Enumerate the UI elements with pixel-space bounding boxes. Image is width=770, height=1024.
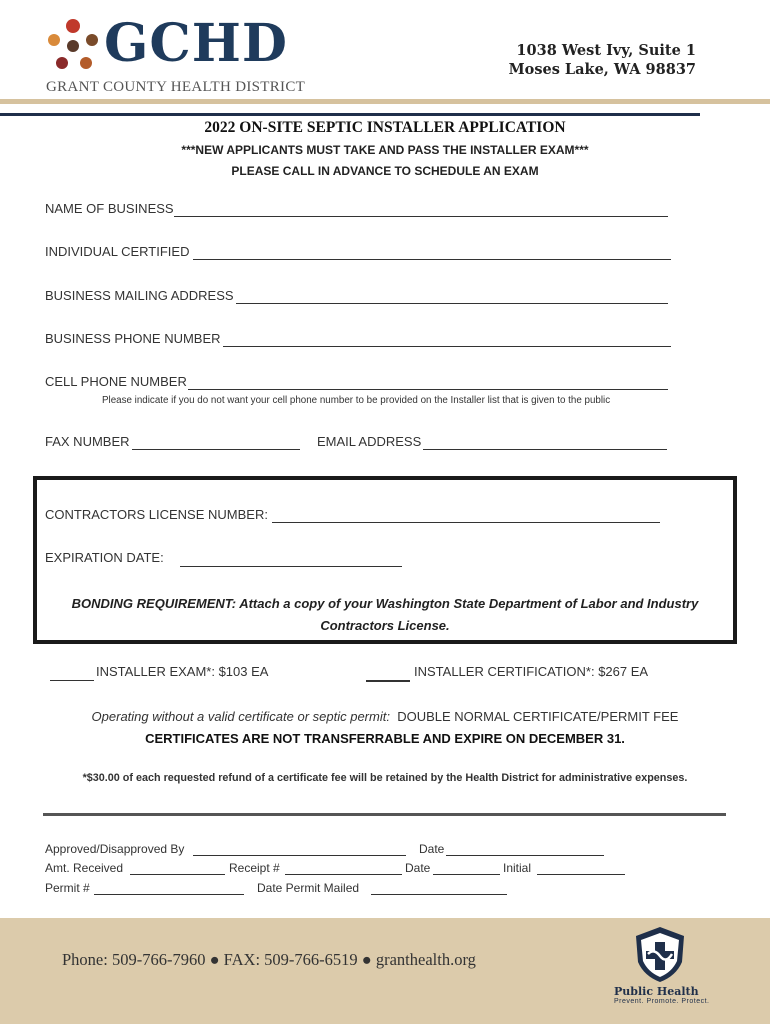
cell-phone-label: CELL PHONE NUMBER xyxy=(45,374,187,389)
business-name-line[interactable] xyxy=(174,216,668,217)
date-label: Date xyxy=(419,842,445,856)
approved-line[interactable] xyxy=(193,855,406,856)
address-line2: Moses Lake, WA 98837 xyxy=(508,61,696,78)
subtitle-exam: ***NEW APPLICANTS MUST TAKE AND PASS THE INSTALLER EXAM*** xyxy=(181,143,589,157)
footer-contact: Phone: 509-766-7960 ● FAX: 509-766-6519 ● granthealth.org xyxy=(62,950,476,969)
individual-certified-line[interactable] xyxy=(193,259,671,260)
initial-label: Initial xyxy=(503,861,532,875)
operating-warning-italic: Operating without a valid certificate or septic permit: xyxy=(91,709,390,724)
mailing-address-line[interactable] xyxy=(236,303,668,304)
subtitle-call: PLEASE CALL IN ADVANCE TO SCHEDULE AN EXAM xyxy=(231,164,539,178)
public-health-shield-icon xyxy=(630,924,690,984)
bonding-requirement: BONDING REQUIREMENT: Attach a copy of your Washington State Department of Labor and Industry Contractors License. xyxy=(71,596,699,633)
public-health-tagline: Prevent. Promote. Protect. xyxy=(614,998,710,1005)
date-mailed-line[interactable] xyxy=(371,894,507,895)
organization-name: GRANT COUNTY HEALTH DISTRICT xyxy=(46,79,306,95)
cell-phone-note: Please indicate if you do not want your cell phone number to be provided on the Installer list that is given to the public xyxy=(102,395,611,406)
business-phone-line[interactable] xyxy=(223,346,671,347)
date-mailed-label: Date Permit Mailed xyxy=(257,881,360,895)
license-number-line[interactable] xyxy=(272,522,660,523)
address-line1: 1038 West Ivy, Suite 1 xyxy=(516,42,696,59)
email-label: EMAIL ADDRESS xyxy=(317,434,422,449)
fax-label: FAX NUMBER xyxy=(45,434,130,449)
individual-certified-label: INDIVIDUAL CERTIFIED xyxy=(45,244,190,259)
expiration-line[interactable] xyxy=(180,566,402,567)
form-title: 2022 ON-SITE SEPTIC INSTALLER APPLICATION xyxy=(204,119,566,136)
refund-note: *$30.00 of each requested refund of a certificate fee will be retained by the Health District for administrative expenses. xyxy=(82,772,688,784)
receipt-label: Receipt # xyxy=(229,861,280,875)
amt-received-label: Amt. Received xyxy=(45,861,124,875)
business-phone-label: BUSINESS PHONE NUMBER xyxy=(45,331,221,346)
certificates-note: CERTIFICATES ARE NOT TRANSFERRABLE AND EXPIRE ON DECEMBER 31. xyxy=(145,731,625,746)
operating-warning-fee: DOUBLE NORMAL CERTIFICATE/PERMIT FEE xyxy=(397,709,679,724)
cell-phone-line[interactable] xyxy=(188,389,668,390)
business-name-label: NAME OF BUSINESS xyxy=(45,201,174,216)
gchd-logo-icon xyxy=(44,16,102,74)
fax-line[interactable] xyxy=(132,449,300,450)
public-health-title: Public Health xyxy=(614,985,699,998)
header-rule-navy xyxy=(0,113,700,116)
email-line[interactable] xyxy=(423,449,667,450)
amt-received-line[interactable] xyxy=(130,874,225,875)
expiration-label: EXPIRATION DATE: xyxy=(45,550,164,565)
receipt-line[interactable] xyxy=(285,874,402,875)
date-line[interactable] xyxy=(446,855,604,856)
installer-exam-fee: INSTALLER EXAM*: $103 EA xyxy=(96,664,269,679)
installer-certification-fee: INSTALLER CERTIFICATION*: $267 EA xyxy=(414,664,649,679)
license-number-label: CONTRACTORS LICENSE NUMBER: xyxy=(45,507,268,522)
operating-warning xyxy=(0,709,770,724)
date2-label: Date xyxy=(405,861,431,875)
certification-checkbox-line[interactable] xyxy=(366,680,410,682)
permit-line[interactable] xyxy=(94,894,244,895)
date2-line[interactable] xyxy=(433,874,500,875)
logo-wordmark: GCHD xyxy=(104,13,289,74)
exam-checkbox-line[interactable] xyxy=(50,680,94,681)
mailing-address-label: BUSINESS MAILING ADDRESS xyxy=(45,288,234,303)
initial-line[interactable] xyxy=(537,874,625,875)
approved-label: Approved/Disapproved By xyxy=(45,842,185,856)
header-rule-tan xyxy=(0,99,770,104)
office-use-rule xyxy=(43,813,726,816)
permit-label: Permit # xyxy=(45,881,90,895)
